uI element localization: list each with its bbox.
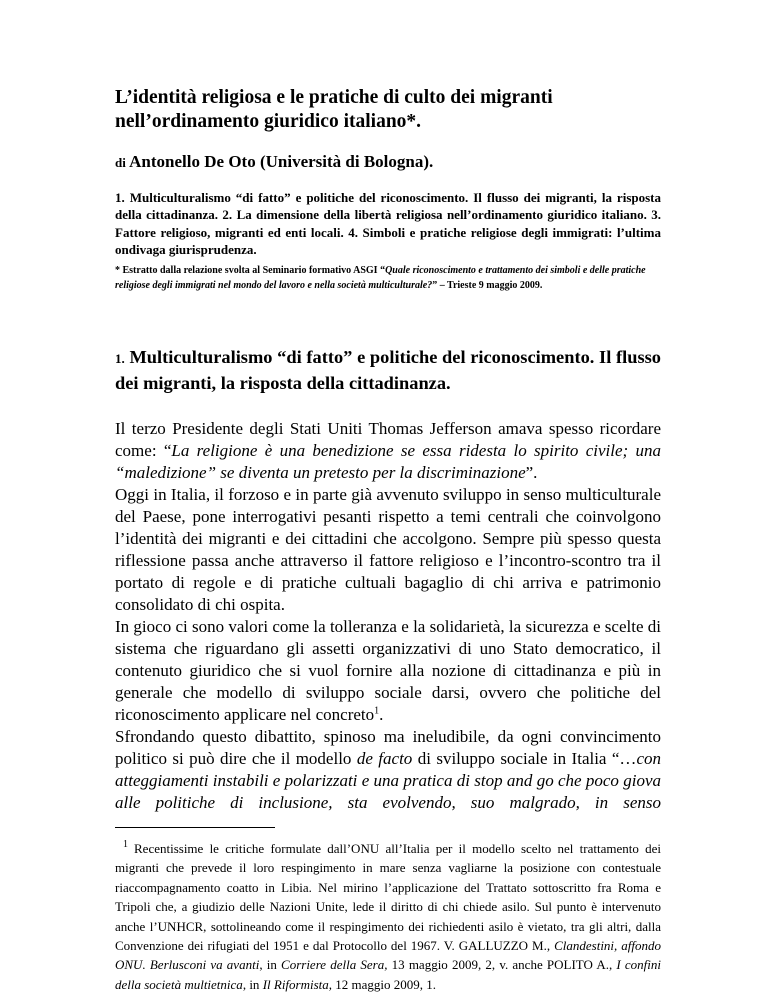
cited-source: Il Riformista,: [262, 976, 333, 992]
footnote-text: 12 maggio 2009, 1.: [332, 976, 437, 992]
footnote-text: , in: [259, 957, 282, 973]
title-line-2: nell’ordinamento giuridico italiano*.: [115, 111, 422, 132]
paragraph-text: di sviluppo sociale in Italia “…: [412, 749, 637, 768]
italic-quote: con atteggiamenti instabili e polarizzati e una pratica di stop and go che poco giova alle politiche di inclusione, sta evolvendo, suo malgrado, in senso: [115, 749, 661, 812]
extract-note-date: ” – Trieste 9 maggio 2009.: [432, 279, 543, 291]
jefferson-quote: La religione è una benedizione se essa ridesta lo spirito civile; una “maledizione” se diventa un pretesto per la discriminazione: [115, 441, 661, 482]
cited-title: I confini della società multietnica: [115, 957, 661, 992]
paragraph: [115, 726, 661, 814]
italic-term: de facto: [356, 749, 413, 768]
article-title: [115, 86, 675, 134]
extract-note: [115, 264, 661, 293]
paragraph: [115, 616, 661, 726]
seminar-title: Quale riconoscimento e trattamento dei simboli e delle pratiche religiose degli immigrati nel mondo del lavoro e nella società multiculturale?: [115, 265, 646, 291]
cited-title: Clandestini, affondo ONU. Berlusconi va avanti: [115, 938, 661, 973]
extract-note-text: * Estratto dalla relazione svolta al Seminario formativo ASGI “: [115, 265, 386, 276]
cited-source: Corriere della Sera,: [281, 957, 388, 973]
paragraph-text: In gioco ci sono valori come la tolleranza e la solidarietà, la sicurezza e scelte di sistema che riguardano gli assetti organizzativi di uno Stato democratico, il contenuto giuridico che si vuol fornire alla nozione di cittadinanza e più in generale che modello di sviluppo sociale darsi, ovvero che politiche del riconoscimento applicare nel concreto: [115, 617, 661, 724]
footnote: [115, 835, 661, 994]
section-heading: [115, 345, 661, 395]
section-title: Multiculturalismo “di fatto” e politiche del riconoscimento. Il flusso dei migranti, la risposta della cittadinanza.: [115, 347, 661, 393]
paragraph-text: Sfrondando questo dibattito, spinoso ma ineludibile, da ogni convincimento politico si può dire che il modello: [115, 727, 661, 768]
footnote-reference[interactable]: 1: [374, 705, 380, 717]
paragraph-text: ”.: [525, 463, 538, 482]
footnote-text: 13 maggio 2009, 2, v. anche POLITO A.,: [387, 957, 617, 973]
footnote-mark: 1: [123, 839, 128, 850]
byline-prefix: di: [115, 155, 126, 170]
paragraph: [115, 418, 661, 484]
section-number: 1.: [115, 351, 125, 366]
body-text: [115, 418, 661, 814]
footnote-separator: [115, 827, 275, 828]
footnote-text: , in: [242, 976, 263, 992]
table-of-contents: 1. Multiculturalismo “di fatto” e politiche del riconoscimento. Il flusso dei migranti, la risposta della cittadinanza. 2. La dimensione della libertà religiosa nell’ordinamento giuridico italiano. 3. Fattore religioso, migranti ed enti locali. 4. Simboli e pratiche religiose degli immigrati: l’ultima ondivaga giurisprudenza.: [115, 190, 661, 258]
paragraph-text: Il terzo Presidente degli Stati Uniti Thomas Jefferson amava spesso ricordare come: “: [115, 419, 661, 460]
footnote-text: Recentissime le critiche formulate dall’ONU all’Italia per il modello scelto nel trattamento dei migranti che prevede il loro respingimento in mare senza vagliarne la posizione con contestuale riaccompagnamento coatto in Libia. Nel mirino l’applicazione del Trattato sottoscritto fra Roma e Tripoli che, a giudizio delle Nazioni Unite, lede il diritto di chi chiede asilo. Sul punto è intervenuto anche l’UNHCR, sottolineando come il respingimento dei richiedenti asilo è vietato, tra gli altri, dalla Convenzione dei rifugiati del 1951 e dal Protocollo del 1967. V. GALLUZZO M.,: [115, 841, 661, 954]
title-line-1: L’identità religiosa e le pratiche di culto dei migranti: [115, 87, 553, 108]
author-byline: [115, 152, 675, 173]
paragraph: Oggi in Italia, il forzoso e in parte già avvenuto sviluppo in senso multiculturale del Paese, pone interrogativi pesanti rispetto a temi centrali che coinvolgono l’identità dei migranti e dei cittadini che accolgono. Sempre più spesso questa riflessione passa anche attraverso il fattore religioso e l’incontro-scontro tra il portato di regole e di pratiche cultuali bagaglio di chi arriva e patrimonio consolidato di chi ospita.: [115, 485, 661, 614]
paragraph-text: .: [379, 705, 384, 724]
author-name: Antonello De Oto (Università di Bologna).: [129, 152, 434, 171]
